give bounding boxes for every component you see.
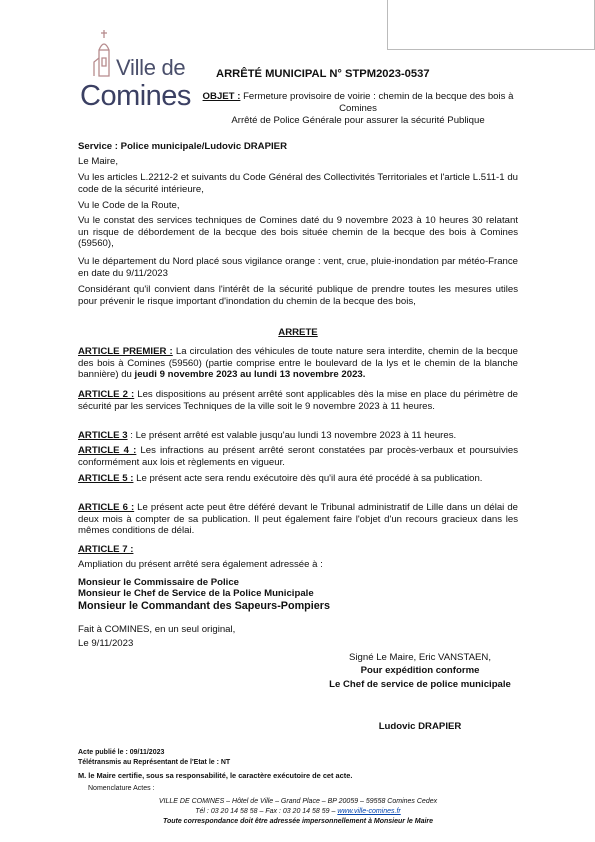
signature-name: Ludovic DRAPIER (378, 721, 462, 732)
logo-line2: Comines (80, 80, 191, 112)
article-7 (78, 544, 518, 556)
article-6: ARTICLE 6 : Le présent acte peut être déféré devant le Tribunal administratif de Lille dans un délai de deux mois à compter de sa publication. Il peut également faire l'objet d'un recours gracieux dans les mêmes conditions de délai. (78, 502, 518, 537)
footer-nomenclature: Nomenclature Actes : (88, 785, 155, 792)
article-4-label: ARTICLE 4 : (78, 445, 137, 456)
signature-signe: Signé Le Maire, Eric VANSTAEN, (349, 652, 491, 663)
date-line: Le 9/11/2023 (78, 638, 134, 649)
article-5: ARTICLE 5 : Le présent acte sera rendu exécutoire dès qu'il aura été procédé à sa publication. (78, 473, 483, 484)
article-2-label: ARTICLE 2 : (78, 389, 135, 400)
destinataire-2: Monsieur le Chef de Service de la Police Municipale (78, 588, 314, 599)
article-2: ARTICLE 2 : Les dispositions au présent arrêté sont applicables dès la mise en place du périmètre de sécurité par les services Techniques de la ville soit le 9 novembre 2023 à 11 heures. (78, 389, 519, 412)
objet-block (198, 91, 518, 127)
footer-contact: Tél : 03 20 14 58 58 – Fax : 03 20 14 58 59 – www.ville-comines.fr (195, 808, 401, 815)
destinataire-1: Monsieur le Commissaire de Police (78, 577, 240, 588)
article-1: ARTICLE PREMIER : La circulation des véhicules de toute nature sera interdite, chemin de la becque des bois à Comines (59560) (partie comprise entre le boulevard de la lys et le chemin de la blanche bannière) du jeudi 9 novembre 2023 au lundi 13 novembre 2023. (78, 346, 519, 381)
service-line: Service : Police municipale/Ludovic DRAPIER (78, 141, 287, 152)
arrete-heading: ARRETE (278, 327, 318, 338)
article-1-label: ARTICLE PREMIER : (78, 346, 173, 357)
vu-code-route: Vu le Code de la Route, (78, 200, 180, 211)
footer-publie: Acte publié le : 09/11/2023 (78, 749, 165, 756)
article-7-label: ARTICLE 7 : (78, 544, 134, 555)
vu-constat: Vu le constat des services techniques de Comines daté du 9 novembre 2023 à 10 heures 30 relatant un risque de débordement de la becque des bois située chemin de la becque des bois à Comines (59560), (78, 215, 518, 250)
objet-label: OBJET : (202, 91, 241, 102)
vu-articles: Vu les articles L.2212-2 et suivants du Code Général des Collectivités Territoriales et l'article L.511-1 du code de la sécurité intérieure, (78, 172, 518, 195)
objet-text: Fermeture provisoire de voirie : chemin de la becque des bois à Comines (240, 91, 514, 114)
article-3-label: ARTICLE 3 (78, 430, 128, 441)
logo-line1: Ville de (116, 55, 186, 80)
objet-line2: Arrêté de Police Générale pour assurer la sécurité Publique (231, 115, 485, 126)
article-3: ARTICLE 3 : Le présent arrêté est valable jusqu'au lundi 13 novembre 2023 à 11 heures. (78, 430, 457, 441)
ampliation: Ampliation du présent arrêté sera également adressée à : (78, 559, 323, 570)
article-4: ARTICLE 4 : Les infractions au présent arrêté seront constatées par procès-verbaux et poursuivies conformément aux lois et règlements en vigueur. (78, 445, 519, 468)
stamp-box (387, 0, 595, 50)
website-link[interactable]: www.ville-comines.fr (337, 808, 401, 815)
footer-address: VILLE DE COMINES – Hôtel de Ville – Grand Place – BP 20059 – 59558 Comines Cedex (158, 798, 438, 805)
ville-de-comines-logo (80, 28, 198, 110)
considerant: Considérant qu'il convient dans l'intérêt de la sécurité publique de prendre toutes les mesures utiles pour prévenir le risque important d'inondation du chemin de la becque des bois, (78, 284, 518, 307)
destinataire-3: Monsieur le Commandant des Sapeurs-Pompiers (78, 600, 330, 612)
article-5-label: ARTICLE 5 : (78, 473, 134, 484)
footer-certifie: M. le Maire certifie, sous sa responsabilité, le caractère exécutoire de cet acte. (78, 771, 353, 780)
document-title: ARRÊTÉ MUNICIPAL N° STPM2023-0537 (216, 68, 430, 80)
article-6-label: ARTICLE 6 : (78, 502, 135, 513)
footer-note: Toute correspondance doit être adressée impersonnellement à Monsieur le Maire (162, 818, 434, 825)
vu-vigilance: Vu le département du Nord placé sous vigilance orange : vent, crue, pluie-inondation par météo-France en date du 9/11/2023 (78, 256, 518, 279)
le-maire: Le Maire, (78, 156, 118, 167)
signature-pour: Pour expédition conforme (360, 665, 480, 676)
footer-teletransmis: Télétransmis au Représentant de l'Etat le : NT (78, 759, 231, 766)
fait-a: Fait à COMINES, en un seul original, (78, 624, 236, 635)
signature-chef: Le Chef de service de police municipale (329, 679, 511, 690)
